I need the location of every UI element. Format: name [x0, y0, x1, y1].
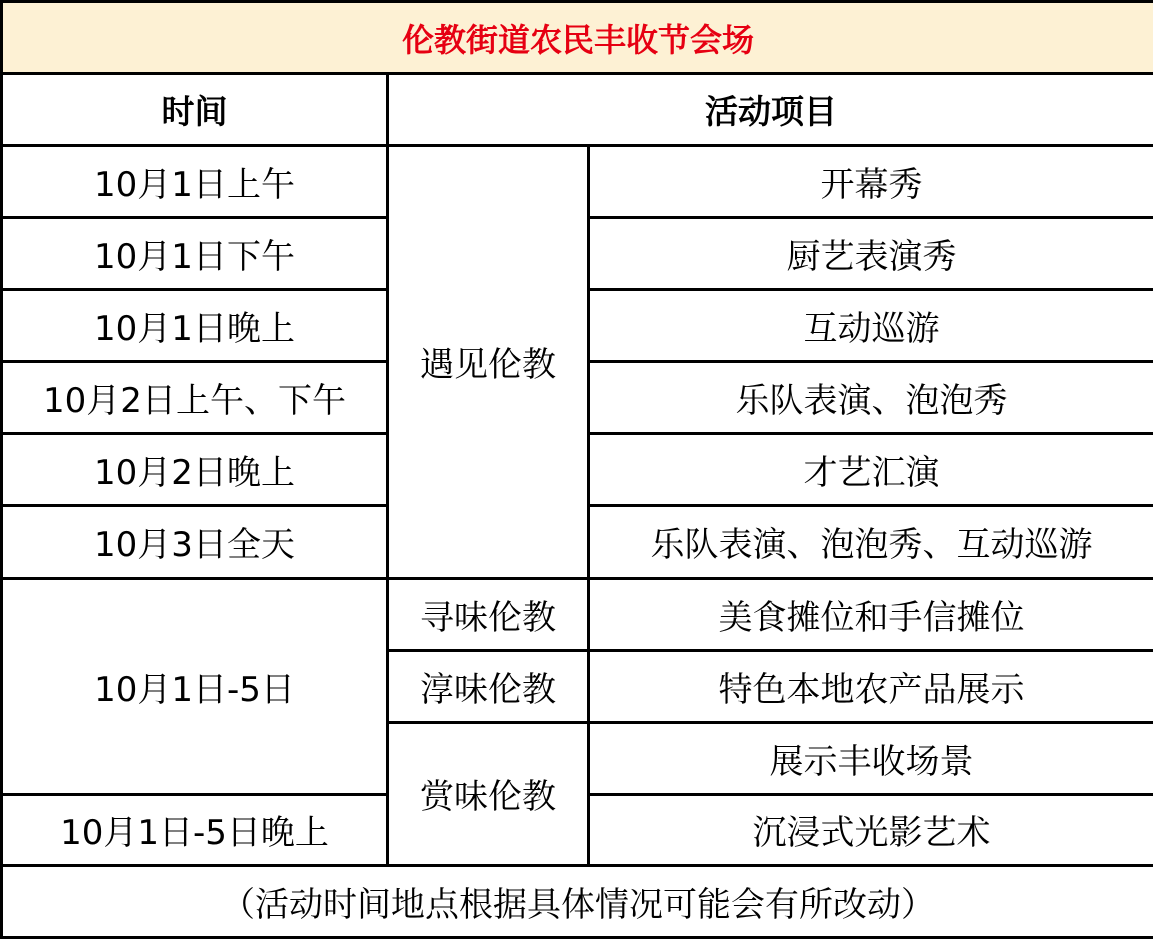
- time-cell-nights: 10月1日-5日晚上: [2, 794, 388, 865]
- time-cell: 10月1日晚上: [2, 290, 388, 362]
- time-cell: 10月1日下午: [2, 218, 388, 290]
- footnote-row: [2, 865, 1153, 937]
- table-row: [2, 146, 1153, 218]
- header-row: [2, 74, 1153, 146]
- header-activities: 活动项目: [388, 74, 1153, 146]
- header-time: 时间: [2, 74, 388, 146]
- activity-cell: 厨艺表演秀: [589, 218, 1153, 290]
- activity-cell: 特色本地农产品展示: [589, 650, 1153, 722]
- activity-cell: 互动巡游: [589, 290, 1153, 362]
- time-cell: 10月2日上午、下午: [2, 362, 388, 434]
- group-cell-appreciate: 赏味伦教: [388, 722, 589, 865]
- activity-cell: 才艺汇演: [589, 434, 1153, 506]
- activity-cell: 乐队表演、泡泡秀、互动巡游: [589, 506, 1153, 578]
- activity-cell: 开幕秀: [589, 146, 1153, 218]
- time-cell: 10月3日全天: [2, 506, 388, 578]
- table-title: 伦教街道农民丰收节会场: [2, 2, 1153, 74]
- activity-cell: 乐队表演、泡泡秀: [589, 362, 1153, 434]
- time-cell: 10月1日上午: [2, 146, 388, 218]
- title-row: [2, 2, 1153, 74]
- group-cell-encounter: 遇见伦教: [388, 146, 589, 578]
- activity-cell: 沉浸式光影艺术: [589, 794, 1153, 865]
- activity-cell: 展示丰收场景: [589, 722, 1153, 794]
- time-cell-days: 10月1日-5日: [2, 578, 388, 794]
- group-cell-pure: 淳味伦教: [388, 650, 589, 722]
- time-cell: 10月2日晚上: [2, 434, 388, 506]
- group-cell-seek: 寻味伦教: [388, 578, 589, 650]
- table-row: [2, 578, 1153, 650]
- activity-cell: 美食摊位和手信摊位: [589, 578, 1153, 650]
- footnote: （活动时间地点根据具体情况可能会有所改动）: [2, 865, 1153, 937]
